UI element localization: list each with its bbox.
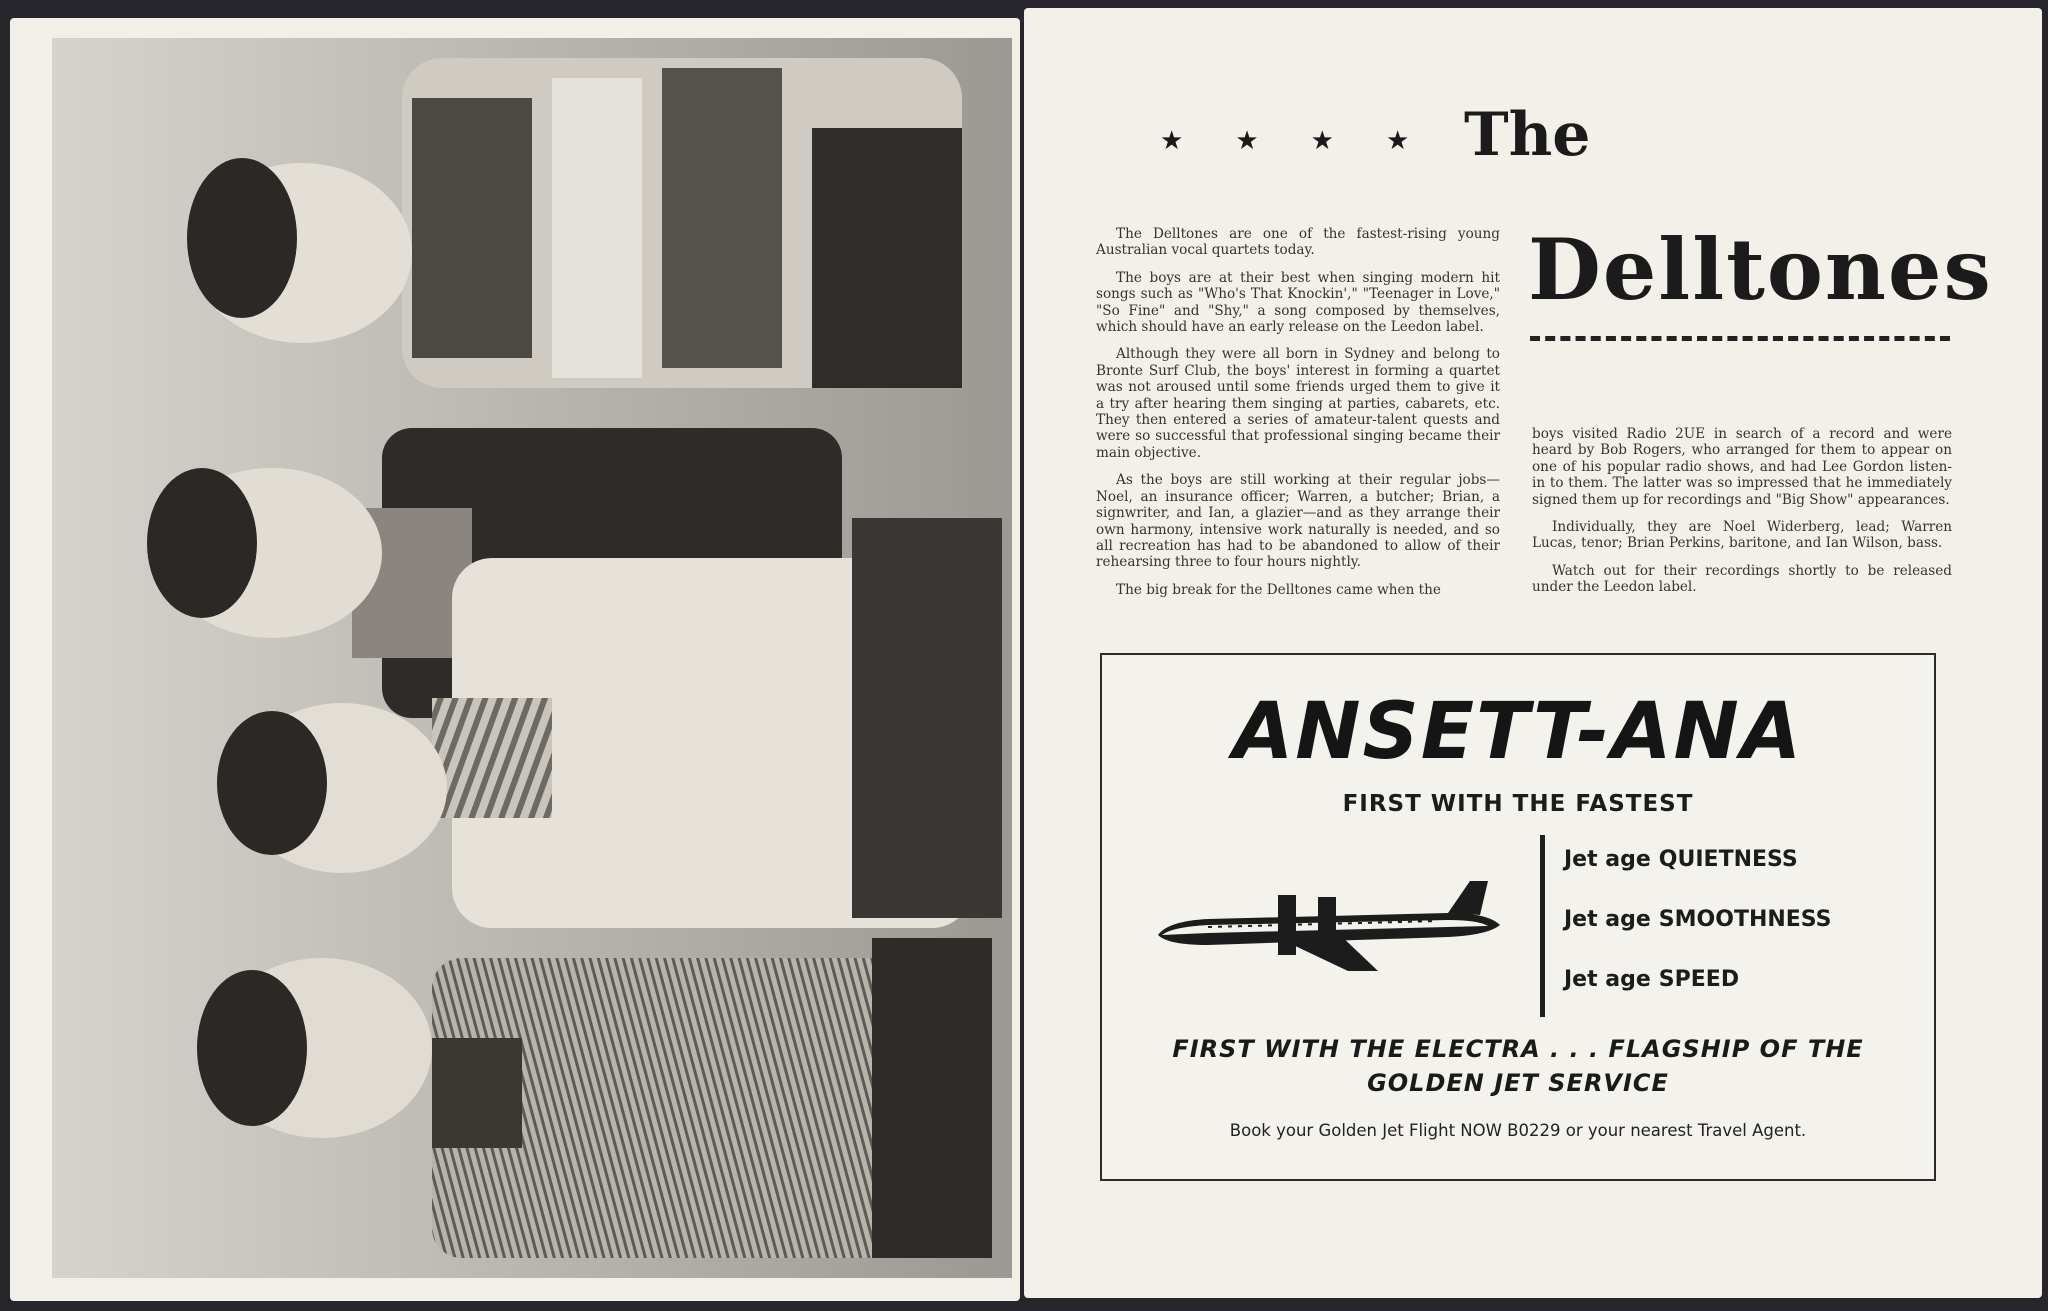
article-column-2 <box>1532 426 1952 607</box>
ad-feature: Jet age SMOOTHNESS <box>1564 907 1832 932</box>
star-icon: ★ <box>1310 126 1334 156</box>
paragraph: boys visited Radio 2UE in search of a record and were heard by Bob Rogers, who arranged for them to appear on one of his popular radio shows, and had Lee Gordon listen-in to them. The latter was so impressed that he immediately signed them up for recordings and "Big Show" appearances. <box>1532 426 1952 508</box>
title-article: The <box>1464 100 1591 170</box>
paragraph: Although they were all born in Sydney and belong to Bronte Surf Club, the boys' interest in forming a quartet was not aroused until some friends urged them to give it a try after hearing them singing at parties, cabarets, etc. They then entered a series of amateur-talent quests and were so successful that professional singing became their main objective. <box>1096 346 1500 461</box>
ad-brand: ANSETT-ANA <box>1232 687 1804 777</box>
star-icon: ★ <box>1235 126 1259 156</box>
band-photo <box>52 38 1012 1278</box>
ad-feature: Jet age SPEED <box>1564 967 1740 992</box>
paragraph: Watch out for their recordings shortly to be released under the Leedon label. <box>1532 562 1952 596</box>
ad-feature: Jet age QUIETNESS <box>1564 847 1798 872</box>
paragraph: As the boys are still working at their regular jobs—Noel, an insurance officer; Warren, a butcher; Brian, a signwriter, and Ian, a glazier—and as they arrange their own harmony, intensive work naturally is needed, and so all recreation has had to be abandoned to allow of their rehearsing three to four hours nightly. <box>1096 472 1500 571</box>
paragraph: The big break for the Delltones came when the <box>1116 581 1441 598</box>
airline-advertisement <box>1100 653 1936 1181</box>
page-title: Delltones <box>1528 220 1993 319</box>
left-page <box>10 18 1020 1301</box>
star-icon: ★ <box>1160 126 1184 156</box>
paragraph: The Delltones are one of the fastest-rising young Australian vocal quartets today. <box>1096 226 1500 259</box>
right-page <box>1024 8 2042 1298</box>
paragraph: Individually, they are Noel Widerberg, lead; Warren Lucas, tenor; Brian Perkins, baritone, and Ian Wilson, bass. <box>1532 519 1952 552</box>
star-icon: ★ <box>1385 126 1410 156</box>
title-divider <box>1530 336 1950 341</box>
band-photo-illustration <box>52 38 1012 1278</box>
ad-slogan: GOLDEN JET SERVICE <box>1367 1069 1669 1097</box>
ad-slogan: FIRST WITH THE ELECTRA . . . FLAGSHIP OF THE <box>1172 1035 1864 1063</box>
ad-divider <box>1540 835 1545 1017</box>
ad-tagline: FIRST WITH THE FASTEST <box>1342 791 1694 817</box>
airplane-icon <box>1148 875 1508 985</box>
ad-booking-text: Book your Golden Jet Flight NOW B0229 or your nearest Travel Agent. <box>1229 1121 1807 1140</box>
article-column-1 <box>1096 226 1500 609</box>
paragraph: The boys are at their best when singing modern hit songs such as "Who's That Knockin'," "Teenager in Love," "So Fine" and "Shy," a song composed by themselves, which should have an early release on the Leedon label. <box>1096 269 1500 336</box>
decorative-stars <box>1160 126 1461 156</box>
